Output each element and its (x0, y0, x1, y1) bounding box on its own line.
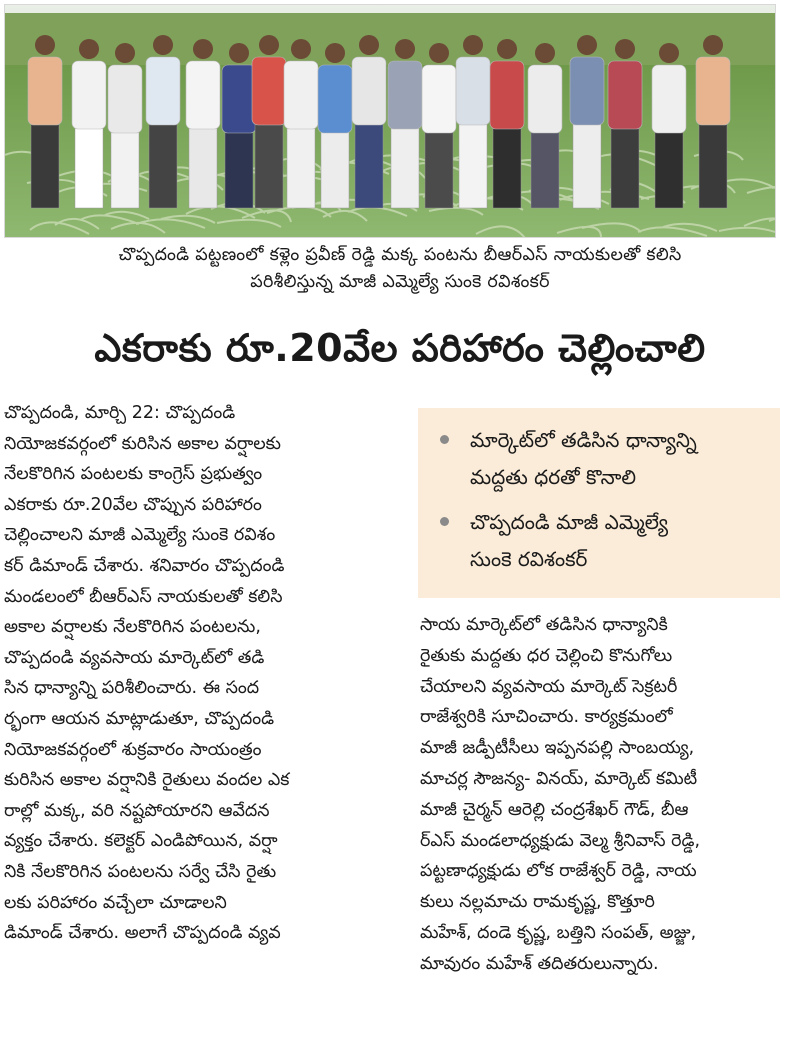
person-figure (608, 39, 642, 208)
photo-caption (0, 242, 800, 296)
person-figure (456, 35, 490, 208)
person-figure (422, 43, 456, 208)
highlight-line: మార్కెట్‌లో తడిసిన ధాన్యాన్ని (470, 428, 697, 452)
body-line: నేలకొరిగిన పంటలకు కాంగ్రెస్ ప్రభుత్వం (4, 464, 263, 485)
article-body-left-column (4, 398, 390, 949)
body-line: మహేశ్, దండె కృష్ణ, బత్తిని సంపత్, అజ్జు, (420, 922, 697, 943)
body-line: లకు పరిహారం వచ్చేలా చూడాలని (4, 892, 227, 913)
body-line: పట్టణాధ్యక్షుడు లోక రాజేశ్వర్ రెడ్డి, నాయ (420, 861, 697, 882)
body-line: చేయాలని వ్యవసాయ మార్కెట్ సెక్రటరీ (420, 676, 678, 697)
highlight-list (418, 408, 780, 578)
field-photo-illustration (5, 5, 775, 237)
person-figure (570, 35, 604, 208)
person-figure (146, 35, 180, 208)
bullet-dot-icon (440, 517, 449, 526)
body-line: రాజేశ్వరికి సూచించారు. కార్యక్రమంలో (420, 707, 673, 728)
highlight-line: మద్దతు ధరతో కొనాలి (470, 465, 637, 489)
highlight-box (418, 408, 780, 598)
body-line: ర్ఎస్ మండలాధ్యక్షుడు వెల్మ శ్రీనివాస్ రెడ్డి, (420, 830, 701, 851)
person-figure (318, 43, 352, 208)
body-line: మావురం మహేశ్ తదితరులున్నారు. (420, 953, 659, 974)
body-line: కులు నల్లమాచు రామకృష్ణ, కొత్తూరి (420, 892, 655, 913)
caption-line-1: చొప్పదండి పట్టణంలో కళ్లెం ప్రవీణ్ రెడ్డి మక్క పంటను బీఆర్ఎస్ నాయకులతో కలిసి (118, 245, 682, 265)
person-figure (186, 39, 220, 208)
body-line: మండలంలో బీఆర్ఎస్ నాయకులతో కలిసి (4, 586, 283, 607)
body-line: ర్భంగా ఆయన మాట్లాడుతూ, చొప్పదండి (4, 708, 275, 729)
person-figure (696, 35, 730, 208)
body-line: అకాల వర్షాలకు నేలకొరిగిన పంటలను, (4, 617, 261, 638)
person-figure (222, 43, 256, 208)
article-body-right-column (420, 610, 782, 980)
body-line: రాల్లో మక్క, వరి నష్టపోయారని ఆవేదన (4, 800, 270, 821)
person-figure (652, 43, 686, 208)
body-line: కురిసిన అకాల వర్షానికి రైతులు వందల ఎక (4, 770, 290, 791)
body-line: మాజీ చైర్మన్ ఆరెల్లి చంద్రశేఖర్ గౌడ్, బీఆ (420, 799, 689, 820)
news-photo (4, 4, 776, 238)
body-line: ఎకరాకు రూ.20వేల చొప్పున పరిహారం (4, 494, 262, 515)
body-line: సాయ మార్కెట్‌లో తడిసిన ధాన్యానికి (420, 615, 668, 635)
body-line: డిమాండ్ చేశారు. అలాగే చొప్పదండి వ్యవ (4, 923, 281, 944)
body-line: రైతుకు మద్దతు ధర చెల్లించి కొనుగోలు (420, 645, 673, 666)
highlight-line: చొప్పదండి మాజీ ఎమ్మెల్యే (470, 510, 669, 534)
body-line: చొప్పదండి, మార్చి 22: చొప్పదండి (4, 403, 236, 423)
highlight-item (418, 422, 780, 496)
person-figure (528, 43, 562, 208)
person-figure (72, 39, 106, 208)
caption-line-2: పరిశీలిస్తున్న మాజీ ఎమ్మెల్యే సుంకె రవిశంకర్ (250, 272, 550, 292)
person-figure (284, 39, 318, 208)
person-figure (352, 35, 386, 208)
body-line: వ్యక్తం చేశారు. కలెక్టర్ ఎండిపోయిన, వర్షా (4, 831, 278, 852)
person-figure (108, 43, 142, 208)
body-line: నియోజకవర్గంలో కురిసిన అకాల వర్షాలకు (4, 433, 281, 454)
body-line: మాచర్ల సౌజన్య- వినయ్, మార్కెట్ కమిటీ (420, 768, 698, 789)
person-figure (28, 35, 62, 208)
body-line: చెల్లించాలని మాజీ ఎమ్మెల్యే సుంకె రవిశం (4, 525, 276, 546)
body-line: నియోజకవర్గంలో శుక్రవారం సాయంత్రం (4, 739, 262, 760)
body-line: సిన ధాన్యాన్ని పరిశీలించారు. ఈ సంద (4, 678, 260, 699)
body-line: కర్ డిమాండ్ చేశారు. శనివారం చొప్పదండి (4, 555, 285, 576)
highlight-line: సుంకె రవిశంకర్ (470, 547, 588, 571)
body-line: చొప్పదండి వ్యవసాయ మార్కెట్‌లో తడి (4, 647, 265, 668)
person-figure (388, 39, 422, 208)
body-line: మాజీ జడ్పీటీసీలు ఇప్పనపల్లి సాంబయ్య, (420, 738, 695, 759)
bullet-dot-icon (440, 435, 449, 444)
person-figure (252, 35, 286, 208)
highlight-item (418, 504, 780, 578)
headline: ఎకరాకు రూ.20వేల పరిహారం చెల్లించాలి (94, 326, 706, 370)
person-figure (490, 39, 524, 208)
body-line: నికి నేలకొరిగిన పంటలను సర్వే చేసి రైతు (4, 861, 277, 882)
